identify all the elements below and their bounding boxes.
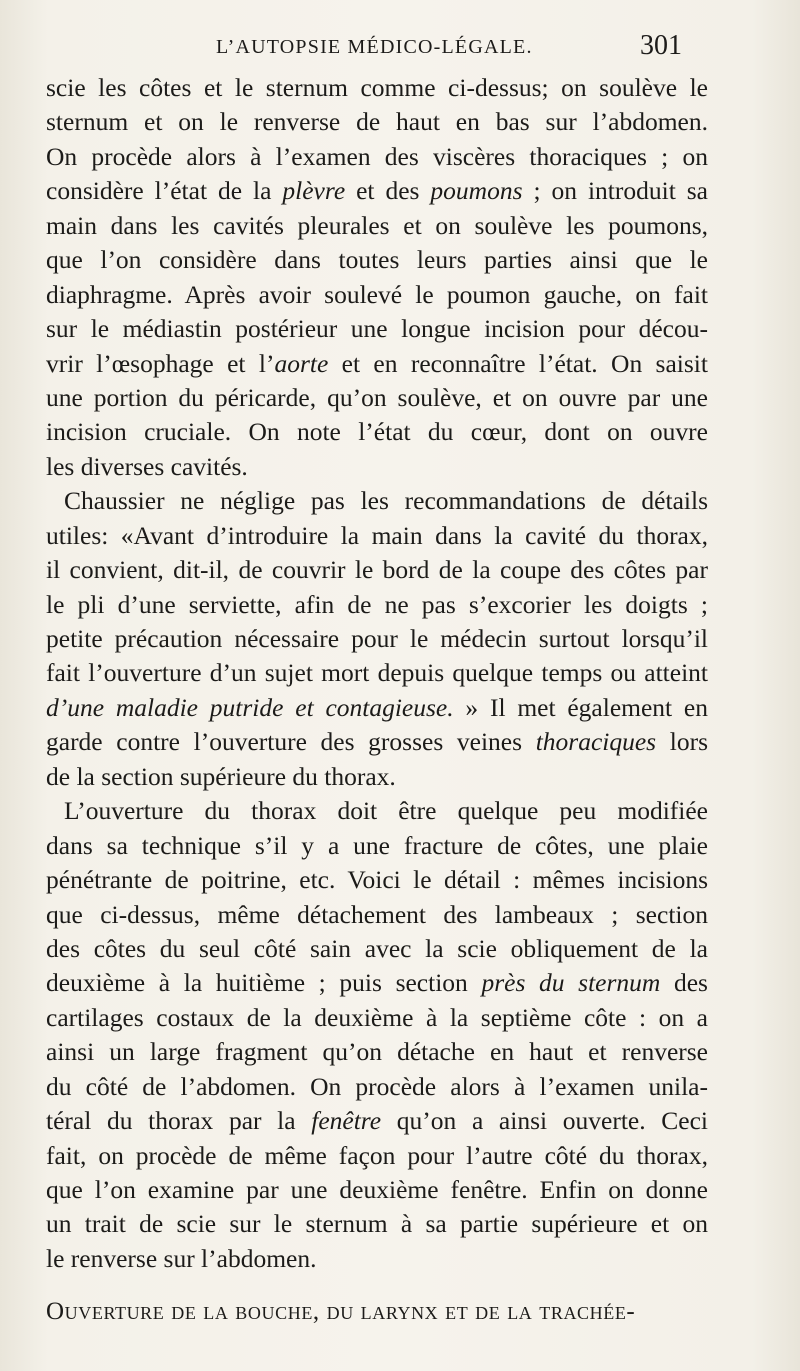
running-head bbox=[0, 30, 800, 70]
text-line: de la section supérieure du thorax. bbox=[46, 761, 396, 791]
text-line: des côtes du seul côté sain avec la scie obliquement de la bbox=[46, 933, 708, 963]
text-line: fait, on procède de même façon pour l’autre côté du thorax, bbox=[46, 1140, 708, 1170]
text-line: le pli d’une serviette, afin de ne pas s’excorier les doigts ; bbox=[46, 589, 708, 619]
text-line: que ci-dessus, même détachement des lambeaux ; section bbox=[46, 899, 708, 929]
text-run: » Il met également en bbox=[453, 692, 708, 722]
text-line: incision cruciale. On note l’état du cœur, dont on ouvre bbox=[46, 417, 708, 447]
text-line: On procède alors à l’examen des viscères thoraciques ; on bbox=[46, 141, 708, 171]
text-run: et des bbox=[345, 176, 431, 206]
text-line bbox=[46, 174, 708, 208]
text-run: vrir l’œsophage et l’ bbox=[46, 348, 275, 378]
text-line bbox=[46, 1104, 708, 1138]
text-line: que l’on considère dans toutes leurs parties ainsi que le bbox=[46, 245, 708, 275]
text-run: et en reconnaître l’état. On saisit bbox=[328, 348, 708, 378]
text-line bbox=[46, 347, 708, 381]
text-line: scie les côtes et le sternum comme ci-dessus; on soulève le bbox=[46, 73, 708, 102]
text-line: diaphragme. Après avoir soulevé le poumon gauche, on fait bbox=[46, 279, 708, 309]
text-line: sternum et on le renverse de haut en bas sur l’abdomen. bbox=[46, 107, 708, 137]
text-run: garde contre l’ouverture des grosses veines bbox=[46, 727, 536, 757]
running-head-title: L’AUTOPSIE MÉDICO-LÉGALE. bbox=[216, 36, 533, 58]
body-text bbox=[46, 71, 708, 1332]
text-line: pénétrante de poitrine, etc. Voici le détail : mêmes incisions bbox=[46, 865, 708, 895]
text-line: main dans les cavités pleurales et on soulève les poumons, bbox=[46, 210, 708, 240]
text-line: dans sa technique s’il y a une fracture de côtes, une plaie bbox=[46, 830, 708, 860]
text-line bbox=[46, 966, 708, 1000]
text-line: les diverses cavités. bbox=[46, 451, 248, 481]
text-line: une portion du péricarde, qu’on soulève, et on ouvre par une bbox=[46, 382, 708, 412]
text-run: des bbox=[660, 968, 708, 998]
text-line: du côté de l’abdomen. On procède alors à l’examen unila- bbox=[46, 1071, 708, 1101]
text-line: que l’on examine par une deuxième fenêtre. Enfin on donne bbox=[46, 1175, 708, 1204]
text-run: ; on introduit sa bbox=[522, 176, 708, 206]
text-run: téral du thorax par la bbox=[46, 1106, 312, 1136]
italic-term-fenetre: fenêtre bbox=[311, 1106, 382, 1136]
text-line bbox=[46, 691, 708, 725]
text-line: utiles: «Avant d’introduire la main dans la cavité du thorax, bbox=[46, 520, 708, 550]
text-run: lors bbox=[656, 727, 708, 757]
quote-end: d’une maladie putride et contagieuse. bbox=[46, 692, 454, 722]
text-run: qu’on a ainsi ouverte. Ceci bbox=[381, 1106, 708, 1136]
text-line: un trait de scie sur le sternum à sa partie supérieure et on bbox=[46, 1209, 708, 1239]
quote-line: fait l’ouverture d’un sujet mort depuis quelque temps ou atteint bbox=[46, 658, 708, 688]
italic-term-thoraciques: thoraciques bbox=[535, 727, 657, 757]
text-line: il convient, dit-il, de couvrir le bord de la coupe des côtes par bbox=[46, 555, 708, 585]
quote-line: petite précaution nécessaire pour le médecin surtout lorsqu’il bbox=[46, 624, 708, 653]
text-run: deuxième à la huitième ; puis section bbox=[46, 968, 482, 998]
text-line bbox=[46, 725, 708, 759]
page-number: 301 bbox=[640, 30, 682, 61]
italic-term-plevre: plèvre bbox=[282, 176, 346, 206]
italic-term-poumons: poumons bbox=[430, 176, 523, 206]
paragraph-start-line: Chaussier ne néglige pas les recommandations de détails bbox=[64, 486, 708, 516]
section-heading: Ouverture de la bouche, du larynx et de la trachée- bbox=[46, 1298, 636, 1326]
italic-term-pres-du-sternum: près du sternum bbox=[481, 968, 661, 998]
paragraph-start-line: L’ouverture du thorax doit être quelque peu modifiée bbox=[64, 796, 708, 826]
text-line: cartilages costaux de la deuxième à la septième côte : on a bbox=[46, 1002, 708, 1032]
text-run: considère l’état de la bbox=[46, 176, 283, 206]
italic-term-aorte: aorte bbox=[274, 348, 329, 378]
text-line: ainsi un large fragment qu’on détache en haut et renverse bbox=[46, 1037, 708, 1067]
text-line: le renverse sur l’abdomen. bbox=[46, 1243, 317, 1273]
text-line: sur le médiastin postérieur une longue incision pour décou- bbox=[46, 314, 708, 344]
